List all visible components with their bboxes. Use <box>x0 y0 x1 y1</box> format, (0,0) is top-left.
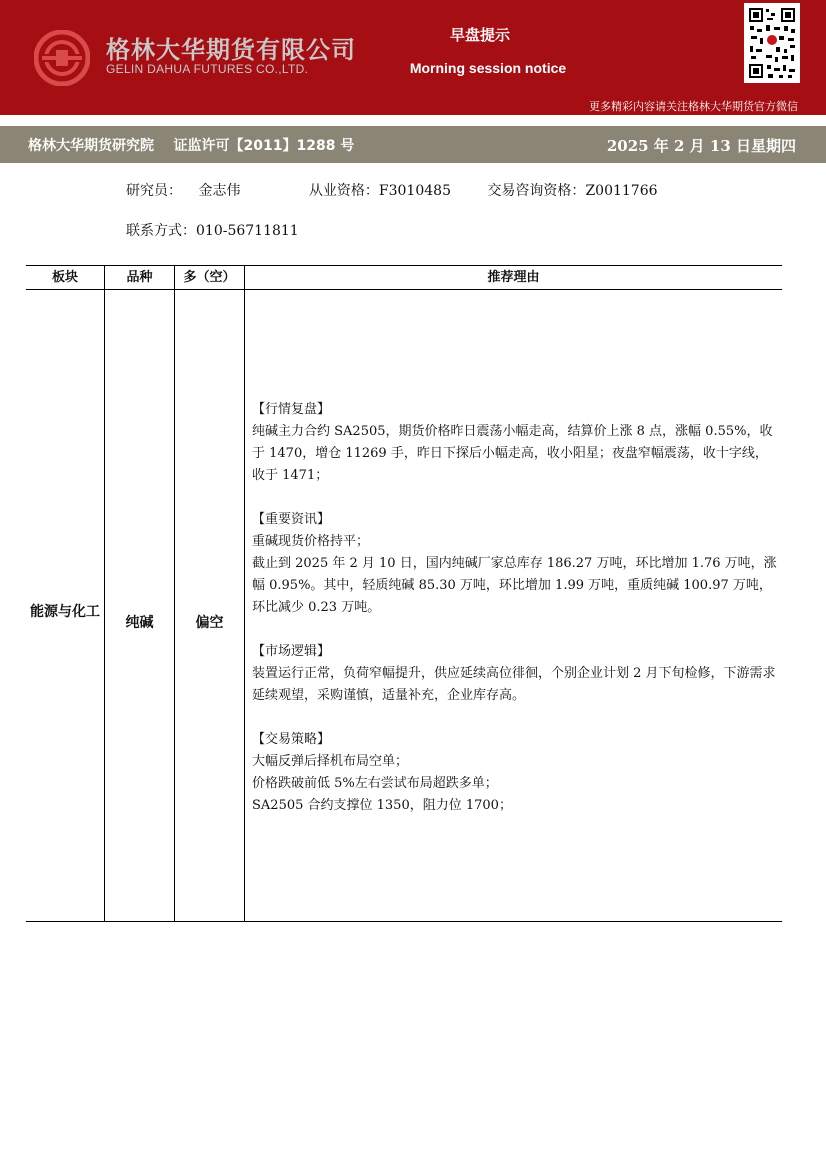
company-logo-icon <box>34 30 90 86</box>
cell-variety: 纯碱 <box>125 615 154 631</box>
column-divider <box>174 265 175 921</box>
table-header-row <box>26 265 782 290</box>
section-title: 【市场逻辑】 <box>252 644 331 659</box>
contact-label: 联系方式： <box>126 223 196 239</box>
section-text: SA2505 合约支撑位 1350，阻力位 1700； <box>252 798 512 813</box>
section-title: 【交易策略】 <box>252 732 331 747</box>
contact-phone: 010-56711811 <box>196 223 299 239</box>
section-market-review <box>252 399 778 487</box>
document-title: 早盘提示 <box>449 26 510 44</box>
section-key-news <box>252 509 778 619</box>
institute-name: 格林大华期货研究院 <box>28 138 154 154</box>
qualification-label: 从业资格： <box>308 183 379 199</box>
consult-number: Z0011766 <box>585 183 658 199</box>
table-row <box>26 289 782 922</box>
section-title: 【行情复盘】 <box>252 402 331 417</box>
section-text: 重碱现货价格持平； <box>252 534 370 549</box>
cell-sector: 能源与化工 <box>30 604 100 620</box>
follow-wechat-note: 更多精彩内容请关注格林大华期货官方微信 <box>589 100 798 113</box>
header-sector: 板块 <box>51 270 78 285</box>
section-trading-strategy <box>252 729 778 817</box>
header-direction: 多（空） <box>183 270 236 285</box>
cell-direction: 偏空 <box>195 615 224 631</box>
section-text: 纯碱主力合约 SA2505，期货价格昨日震荡小幅走高，结算价上涨 8 点，涨幅 0.55%，收于 1470，增仓 11269 手，昨日下探后小幅走高，收小阳星；夜盘窄幅震荡，收十字线，收于 1471； <box>252 424 773 483</box>
cell-reason <box>252 399 778 817</box>
consult-label: 交易咨询资格： <box>487 183 586 199</box>
company-name-cn: 格林大华期货有限公司 <box>106 36 356 64</box>
document-subtitle: Morning session notice <box>409 60 567 76</box>
section-text: 大幅反弹后择机布局空单； <box>252 754 409 769</box>
license-number: 证监许可【2011】1288 号 <box>173 138 355 154</box>
company-name-en: GELIN DAHUA FUTURES CO.,LTD. <box>106 62 309 76</box>
contact-line <box>126 220 299 240</box>
section-text: 装置运行正常，负荷窄幅提升，供应延续高位徘徊，个别企业计划 2 月下旬检修，下游需求延续观望，采购谨慎，适量补充，企业库存高。 <box>252 666 776 703</box>
wechat-qr-code <box>744 3 800 83</box>
header-reason: 推荐理由 <box>487 270 540 285</box>
researcher-line <box>126 180 658 200</box>
column-divider <box>244 265 245 921</box>
column-divider <box>104 265 105 921</box>
section-market-logic <box>252 641 778 707</box>
section-text: 截止到 2025 年 2 月 10 日，国内纯碱厂家总库存 186.27 万吨，环比增加 1.76 万吨，涨幅 0.95%。其中，轻质纯碱 85.30 万吨，环比增加 1.99 万吨，重质纯碱 100.97 万吨，环比减少 0.23 万吨。 <box>252 556 777 615</box>
report-date: 2025 年 2 月 13 日星期四 <box>606 137 796 155</box>
researcher-name: 金志伟 <box>198 183 241 199</box>
researcher-label: 研究员： <box>126 183 182 199</box>
section-title: 【重要资讯】 <box>252 512 331 527</box>
section-text: 价格跌破前低 5%左右尝试布局超跌多单； <box>252 776 498 791</box>
institute-info <box>28 135 354 155</box>
qualification-number: F3010485 <box>378 183 451 199</box>
header-variety: 品种 <box>126 270 153 285</box>
